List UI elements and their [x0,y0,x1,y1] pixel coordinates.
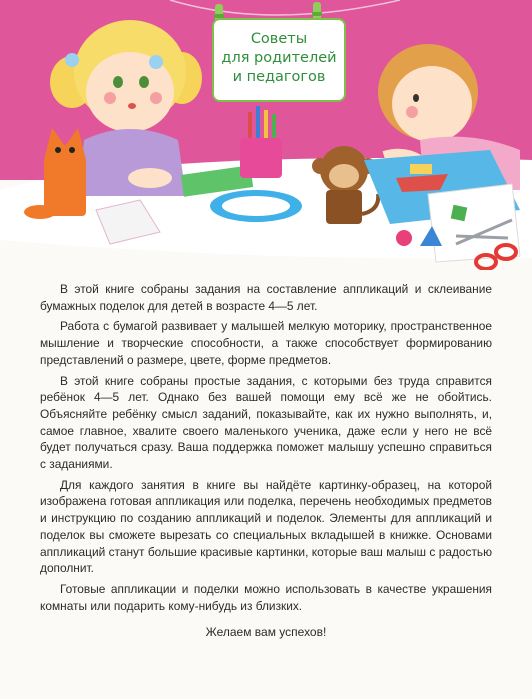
paper-plate-icon [210,190,302,222]
paragraph: Готовые аппликации и поделки можно использовать в качестве украшения комнаты или подарить кому-нибудь из близких. [40,581,492,613]
paragraph: В этой книге собраны задания на составление аппликаций и склеивание бумажных поделок для детей в возрасте 4—5 лет. [40,282,492,313]
paragraph: Работа с бумагой развивает у малышей мелкую моторику, пространственное мышление и творческие способности, а также способствует формированию представлений о размере, цвете, форме предметов. [40,319,492,367]
paragraph: В этой книге собраны простые задания, с которыми без труда справится ребёнок 4—5 лет. Однако без вашей помощи ему всё же не обойтись. Объясняйте ребёнку смысл заданий, показывайте, как их нужно выполнять, и, самое главное, хвалите своего маленького ученика, даже если у него не всё будет получаться сразу. Ваша поддержка поможет малышу успешно справиться с заданиями. [40,373,492,472]
paragraph: Для каждого занятия в книге вы найдёте картинку-образец, на которой изображена готовая аппликация или поделка, перечень необходимых предметов и инструкцию по созданию аппликаций и поделок. Элементы для аппликаций и поделок вы сможете вырезать со специальных вкладышей в книжке. Основами аппликаций станут большие красивые картинки, которые ваш малыш с радостью дополнит. [40,477,492,576]
body-text [40,281,492,618]
title-line: Советы [250,31,308,47]
illustration-scene [0,0,532,270]
title-line: и педагогов [232,69,326,85]
closing-wish: Желаем вам успехов! [205,625,327,639]
title-line: для родителей [221,50,337,66]
pencil-cup-icon [240,106,282,178]
